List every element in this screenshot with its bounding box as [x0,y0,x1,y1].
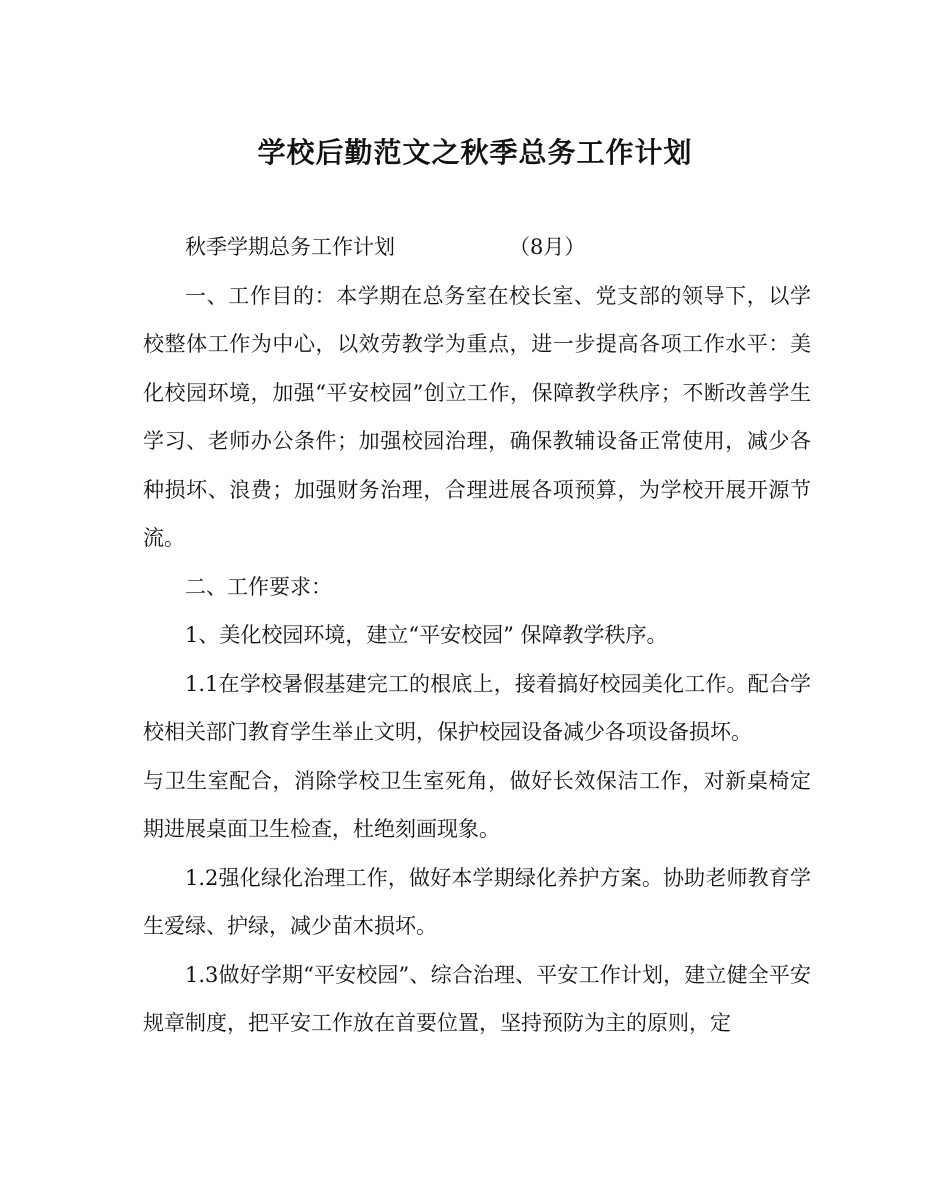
document-subtitle [143,223,811,272]
subtitle-month: （8月） [509,235,586,259]
paragraph-section-1-2: 1.2强化绿化治理工作，做好本学期绿化养护方案。协助老师教育学生爱绿、护绿，减少苗木损坏。 [143,865,811,938]
paragraph-section-1-1-continued: 与卫生室配合，消除学校卫生室死角，做好长效保洁工作，对新桌椅定期进展桌面卫生检查，杜绝刻画现象。 [143,768,811,841]
paragraph-section-1: 1、美化校园环境，建立“平安校园” 保障教学秩序。 [185,623,668,647]
paragraph-work-goal: 一、工作目的：本学期在总务室在校长室、党支部的领导下，以学校整体工作为中心，以效劳教学为重点，进一步提高各项工作水平：美化校园环境，加强“平安校园”创立工作，保障教学秩序；不断改善学生学习、老师办公条件；加强校园治理，确保教辅设备正常使用，减少各种损坏、浪费；加强财务治理，合理进展各项预算，为学校开展开源节流。 [143,283,811,550]
document-title: 学校后勤范文之秋季总务工作计划 [257,136,693,169]
paragraph-section-1-3: 1.3做好学期“平安校园”、综合治理、平安工作计划，建立健全平安规章制度，把平安工作放在首要位置，坚持预防为主的原则，定 [143,962,811,1035]
subtitle-label: 秋季学期总务工作计划 [185,235,395,259]
paragraph-section-1-1: 1.1在学校暑假基建完工的根底上，接着搞好校园美化工作。配合学校相关部门教育学生举止文明，保护校园设备减少各项设备损坏。 [143,671,811,744]
paragraph-work-requirements: 二、工作要求： [185,574,332,599]
document-body [143,223,811,1048]
